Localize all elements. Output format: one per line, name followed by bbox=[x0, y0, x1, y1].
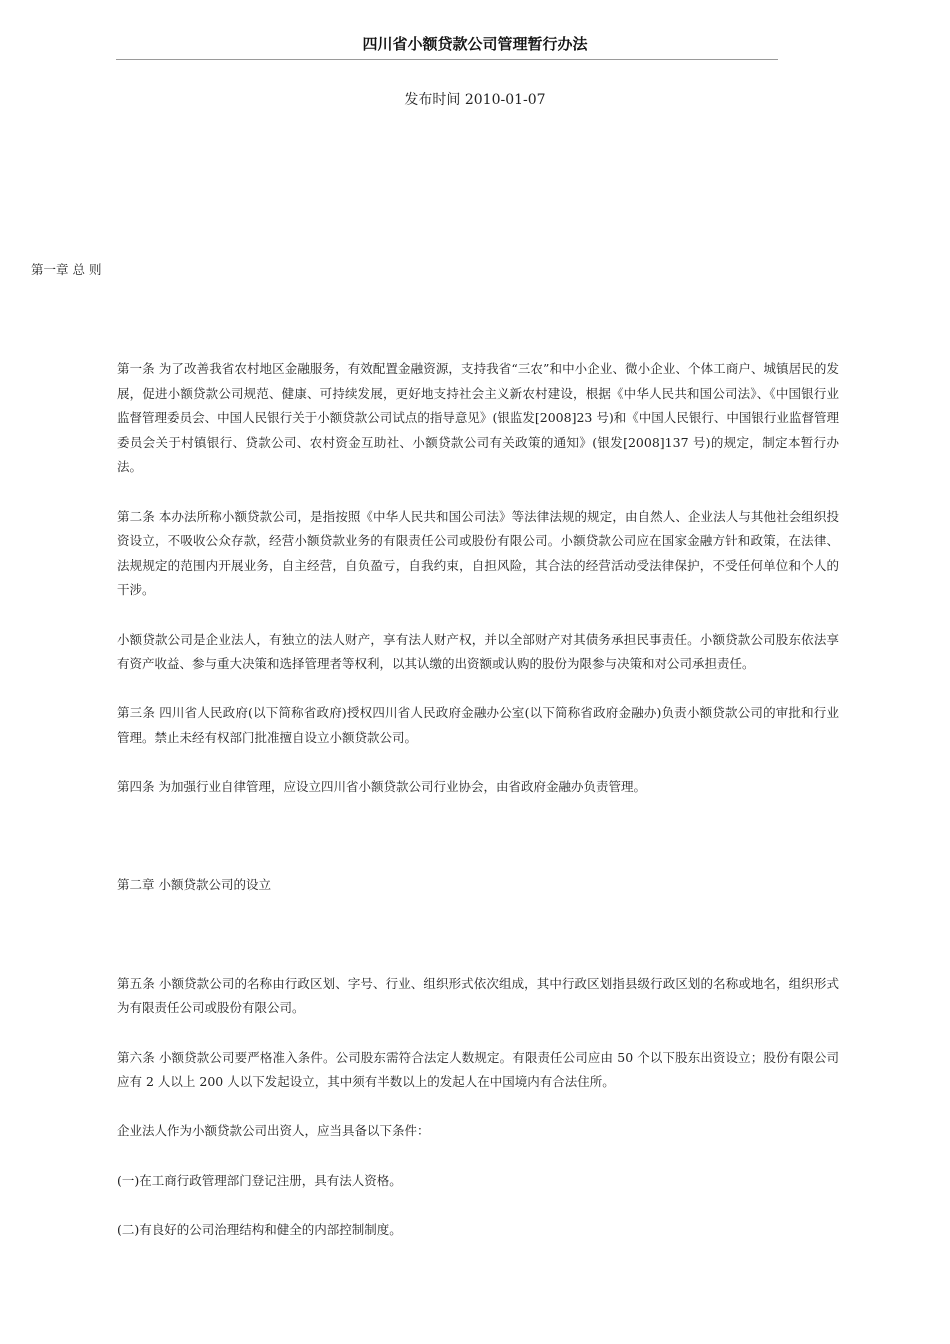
article-6-item-1: (一)在工商行政管理部门登记注册，具有法人资格。 bbox=[117, 1172, 402, 1188]
article-4: 第四条 为加强行业自律管理，应设立四川省小额贷款公司行业协会，由省政府金融办负责管理。 bbox=[117, 779, 646, 795]
page-title: 四川省小额贷款公司管理暂行办法 bbox=[362, 35, 588, 53]
article-2: 第二条 本办法所称小额贷款公司，是指按照《中华人民共和国公司法》等法律法规的规定，由自然人、企业法人与其他社会组织投资设立，不吸收公众存款，经营小额贷款业务的有限责任公司或股份有限公司。小额贷款公司应在国家金融方针和政策，在法律、法规规定的范围内开展业务，自主经营，自负盈亏，自我约束，自担风险，其合法的经营活动受法律保护，不受任何单位和个人的干涉。 bbox=[117, 508, 839, 598]
chapter-heading-2: 第二章 小额贷款公司的设立 bbox=[117, 877, 271, 893]
chapter-heading-1: 第一章 总 则 bbox=[31, 262, 102, 277]
article-6-intro: 企业法人作为小额贷款公司出资人，应当具备以下条件： bbox=[117, 1123, 430, 1139]
title-divider bbox=[116, 59, 778, 60]
article-6: 第六条 小额贷款公司要严格准入条件。公司股东需符合法定人数规定。有限责任公司应由 50 个以下股东出资设立；股份有限公司应有 2 人以上 200 人以下发起设立，其中须有半数以上的发起人在中国境内有合法住所。 bbox=[117, 1049, 839, 1090]
article-2-paragraph-2: 小额贷款公司是企业法人，有独立的法人财产，享有法人财产权，并以全部财产对其债务承担民事责任。小额贷款公司股东依法享有资产收益、参与重大决策和选择管理者等权利，以其认缴的出资额或认购的股份为限参与决策和对公司承担责任。 bbox=[117, 631, 839, 672]
publish-date: 发布时间 2010-01-07 bbox=[404, 92, 546, 108]
article-6-item-2: (二)有良好的公司治理结构和健全的内部控制制度。 bbox=[117, 1221, 402, 1237]
article-5: 第五条 小额贷款公司的名称由行政区划、字号、行业、组织形式依次组成，其中行政区划指县级行政区划的名称或地名，组织形式为有限责任公司或股份有限公司。 bbox=[117, 975, 839, 1016]
article-3: 第三条 四川省人民政府(以下简称省政府)授权四川省人民政府金融办公室(以下简称省政府金融办)负责小额贷款公司的审批和行业管理。禁止未经有权部门批准擅自设立小额贷款公司。 bbox=[117, 705, 839, 745]
document-body bbox=[117, 357, 839, 1242]
article-1: 第一条 为了改善我省农村地区金融服务，有效配置金融资源，支持我省“三农”和中小企业、微小企业、个体工商户、城镇居民的发展，促进小额贷款公司规范、健康、可持续发展，更好地支持社会主义新农村建设，根据《中华人民共和国公司法》、《中国银行业监督管理委员会、中国人民银行关于小额贷款公司试点的指导意见》(银监发[2008]23 号)和《中国人民银行、中国银行业监督管理委员会关于村镇银行、贷款公司、农村资金互助社、小额贷款公司有关政策的通知》(银发[2008]137 号)的规定，制定本暂行办法。 bbox=[117, 361, 839, 475]
